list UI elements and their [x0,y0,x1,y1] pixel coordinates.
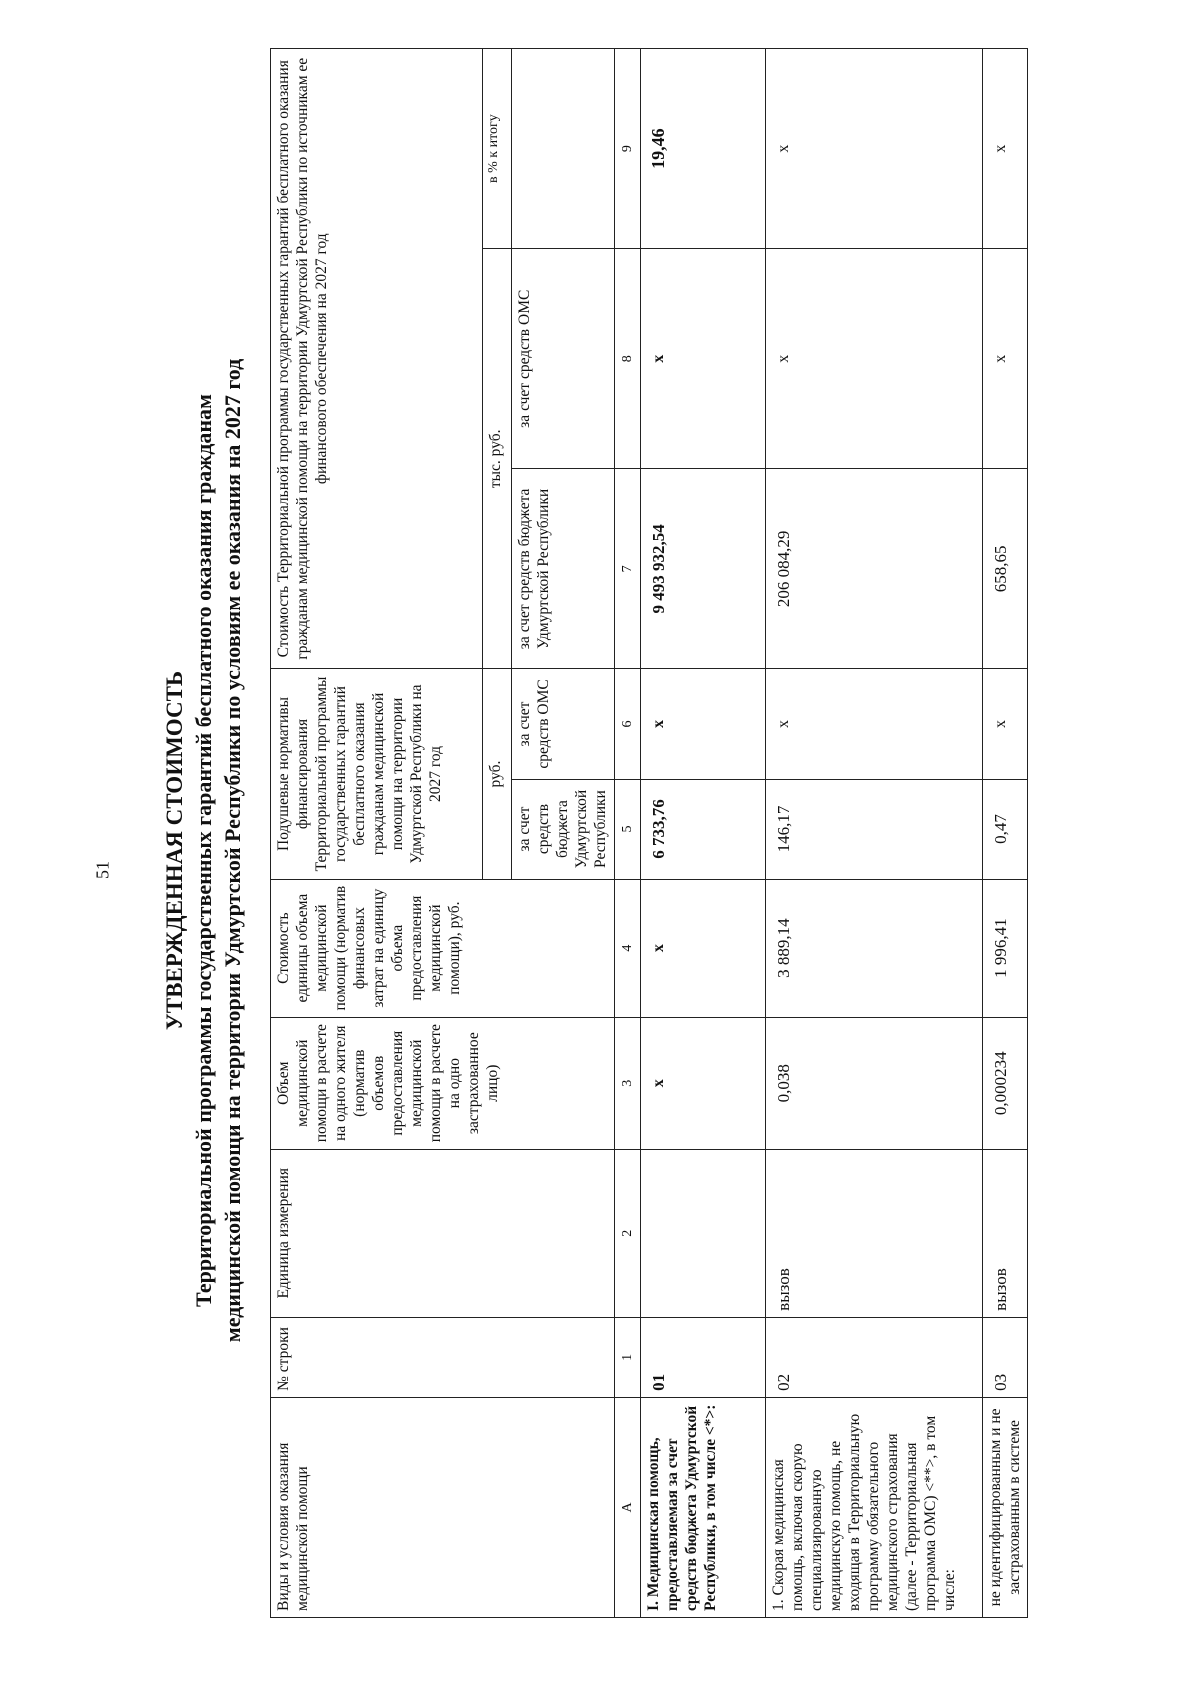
row-volume: 0,038 [766,1017,983,1149]
row-oms-total: x [983,249,1028,469]
column-index: А [615,1397,641,1617]
column-index: 7 [615,469,641,669]
row-line-number: 02 [766,1317,983,1397]
table-row [641,49,766,1618]
row-unit-cost: x [641,879,766,1017]
header-budget-total: за счет средств бюджета Удмуртской Республики [512,469,615,669]
document-heading [160,48,247,1653]
row-line-number: 01 [641,1317,766,1397]
header-line-number: № строки [271,1317,615,1397]
row-oms-total: x [641,249,766,469]
row-oms-per-capita: x [641,669,766,779]
row-budget-total: 206 084,29 [766,469,983,669]
row-unit: вызов [983,1149,1028,1317]
row-unit: вызов [766,1149,983,1317]
page-number: 51 [92,861,113,879]
table-row [983,49,1028,1618]
header-empty-cell [512,49,615,249]
column-index: 3 [615,1017,641,1149]
column-index: 1 [615,1317,641,1397]
document-subtitle-line-1: Территориальной программы государственных гарантий бесплатного оказания гражданам [191,394,216,1307]
row-percent: x [983,49,1028,249]
document-title: УТВЕРЖДЕННАЯ СТОИМОСТЬ [162,670,187,1031]
header-program-cost: Стоимость Территориальной программы государственных гарантий бесплатного оказания гражданам медицинской помощи на территории Удмуртской Республики по источникам ее финансового обеспечения на 2027 год [271,49,483,669]
row-budget-per-capita: 6 733,76 [641,779,766,879]
table-row [766,49,983,1618]
header-budget-per-capita: за счет средств бюджета Удмуртской Республики [512,779,615,879]
row-unit-cost: 3 889,14 [766,879,983,1017]
document-page [160,48,1120,1653]
row-unit-cost: 1 996,41 [983,879,1028,1017]
header-oms-per-capita: за счет средств ОМС [512,669,615,779]
row-unit [641,1149,766,1317]
header-kinds-and-conditions: Виды и условия оказания медицинской помощи [271,1397,615,1617]
row-volume: 0,000234 [983,1017,1028,1149]
row-oms-total: x [766,249,983,469]
row-name: I. Медицинская помощь, предоставляемая за счет средств бюджета Удмуртской Республики, в том числе <*>: [641,1397,766,1617]
row-budget-per-capita: 146,17 [766,779,983,879]
header-oms-total: за счет средств ОМС [512,249,615,469]
header-volume: Объем медицинской помощи в расчете на одного жителя (норматив объемов предоставления медицинской помощи в расчете на одно застрахованное лицо) [271,1017,615,1149]
column-index: 8 [615,249,641,469]
header-row-1 [271,49,483,1618]
column-index: 5 [615,779,641,879]
column-index: 4 [615,879,641,1017]
header-unit: Единица измерения [271,1149,615,1317]
row-name: 1. Скорая медицинская помощь, включая скорую специализированную медицинскую помощь, не входящая в Территориальную программу обязательного медицинского страхования (далее - Территориальная программа ОМС) <**>, в том числе: [766,1397,983,1617]
row-budget-total: 658,65 [983,469,1028,669]
row-oms-per-capita: x [766,669,983,779]
document-subtitle-line-2: медицинской помощи на территории Удмуртской Республики по условиям ее оказания на 2027 год [220,358,245,1343]
header-unit-rub: руб. [483,669,512,879]
cost-table [270,48,1028,1618]
row-line-number: 03 [983,1317,1028,1397]
row-oms-per-capita: x [983,669,1028,779]
column-index: 2 [615,1149,641,1317]
row-volume: x [641,1017,766,1149]
column-index-row [615,49,641,1618]
header-percent-of-total: в % к итогу [483,49,512,249]
header-unit-thousand-rub: тыс. руб. [483,249,512,669]
header-per-capita-standards: Подушевые нормативы финансирования Территориальной программы государственных гарантий бесплатного оказания гражданам медицинской помощи на территории Удмуртской Республики на 2027 год [271,669,483,879]
column-index: 6 [615,669,641,779]
row-budget-per-capita: 0,47 [983,779,1028,879]
row-percent: x [766,49,983,249]
row-budget-total: 9 493 932,54 [641,469,766,669]
row-percent: 19,46 [641,49,766,249]
column-index: 9 [615,49,641,249]
row-name: не идентифицированным и не застрахованным в системе [983,1397,1028,1617]
header-unit-cost: Стоимость единицы объема медицинской помощи (норматив финансовых затрат на единицу объема предоставления медицинской помощи), руб. [271,879,615,1017]
